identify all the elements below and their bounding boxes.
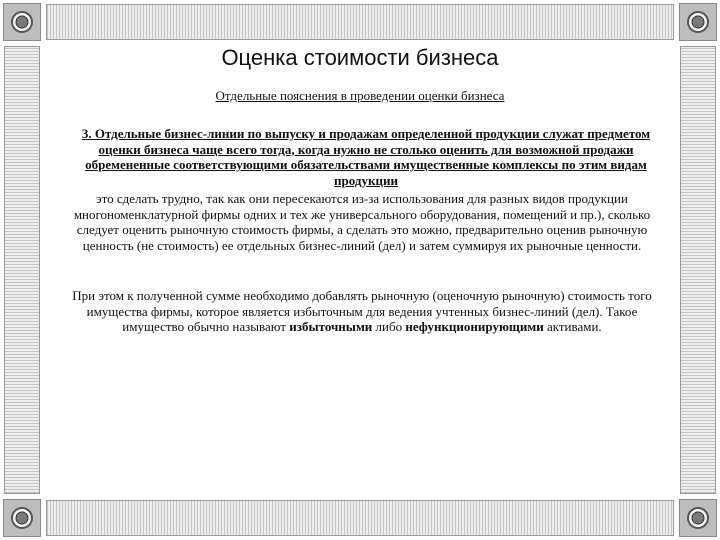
- frame-left-band: [4, 46, 40, 494]
- slide-title: Оценка стоимости бизнеса: [221, 45, 499, 70]
- paragraph-continuation: это сделать трудно, так как они пересекаются из-за использования для разных видов продукции многономенклатурной фирмы одних и тех же универсального оборудования, помещений и пр.), сколько следует оценить рыночную стоимость фирмы, а сделать это можно, предварительно оценив рыночную ценность (не стоимость) ее отдельных бизнес-линий (дел) и затем суммируя их рыночные ценности.: [73, 191, 651, 253]
- frame-bottom-band: [46, 500, 674, 536]
- term-excess: избыточными: [289, 319, 373, 334]
- paragraph-text: При этом к полученной сумме необходимо добавлять рыночную (оценочную рыночную) стоимость того имущества фирмы, которое является избыточным для ведения учтенных бизнес-линий (дел). Такое имущество обычно называют: [72, 288, 652, 334]
- frame-top-band: [46, 4, 674, 40]
- paragraph-excess-assets: [64, 288, 660, 335]
- list-item-3: 3. Отдельные бизнес-линии по выпуску и продажам определенной продукции служат предметом оценки бизнеса чаще всего тогда, когда нужно не столько оценить для возможной продажи обремененные соответствующими обязательствами имущественные комплексы по этим видам продукции: [81, 126, 651, 188]
- corner-ring-icon: [3, 3, 41, 41]
- slide-subtitle: Отдельные пояснения в проведении оценки бизнеса: [215, 88, 505, 103]
- corner-ring-icon: [679, 3, 717, 41]
- corner-ring-icon: [679, 499, 717, 537]
- corner-ring-icon: [3, 499, 41, 537]
- slide-content: [48, 44, 672, 496]
- frame-right-band: [680, 46, 716, 494]
- paragraph-connector: либо: [375, 319, 403, 334]
- paragraph-end: активами.: [546, 319, 602, 334]
- term-nonfunctioning: нефункционирующими: [405, 319, 544, 334]
